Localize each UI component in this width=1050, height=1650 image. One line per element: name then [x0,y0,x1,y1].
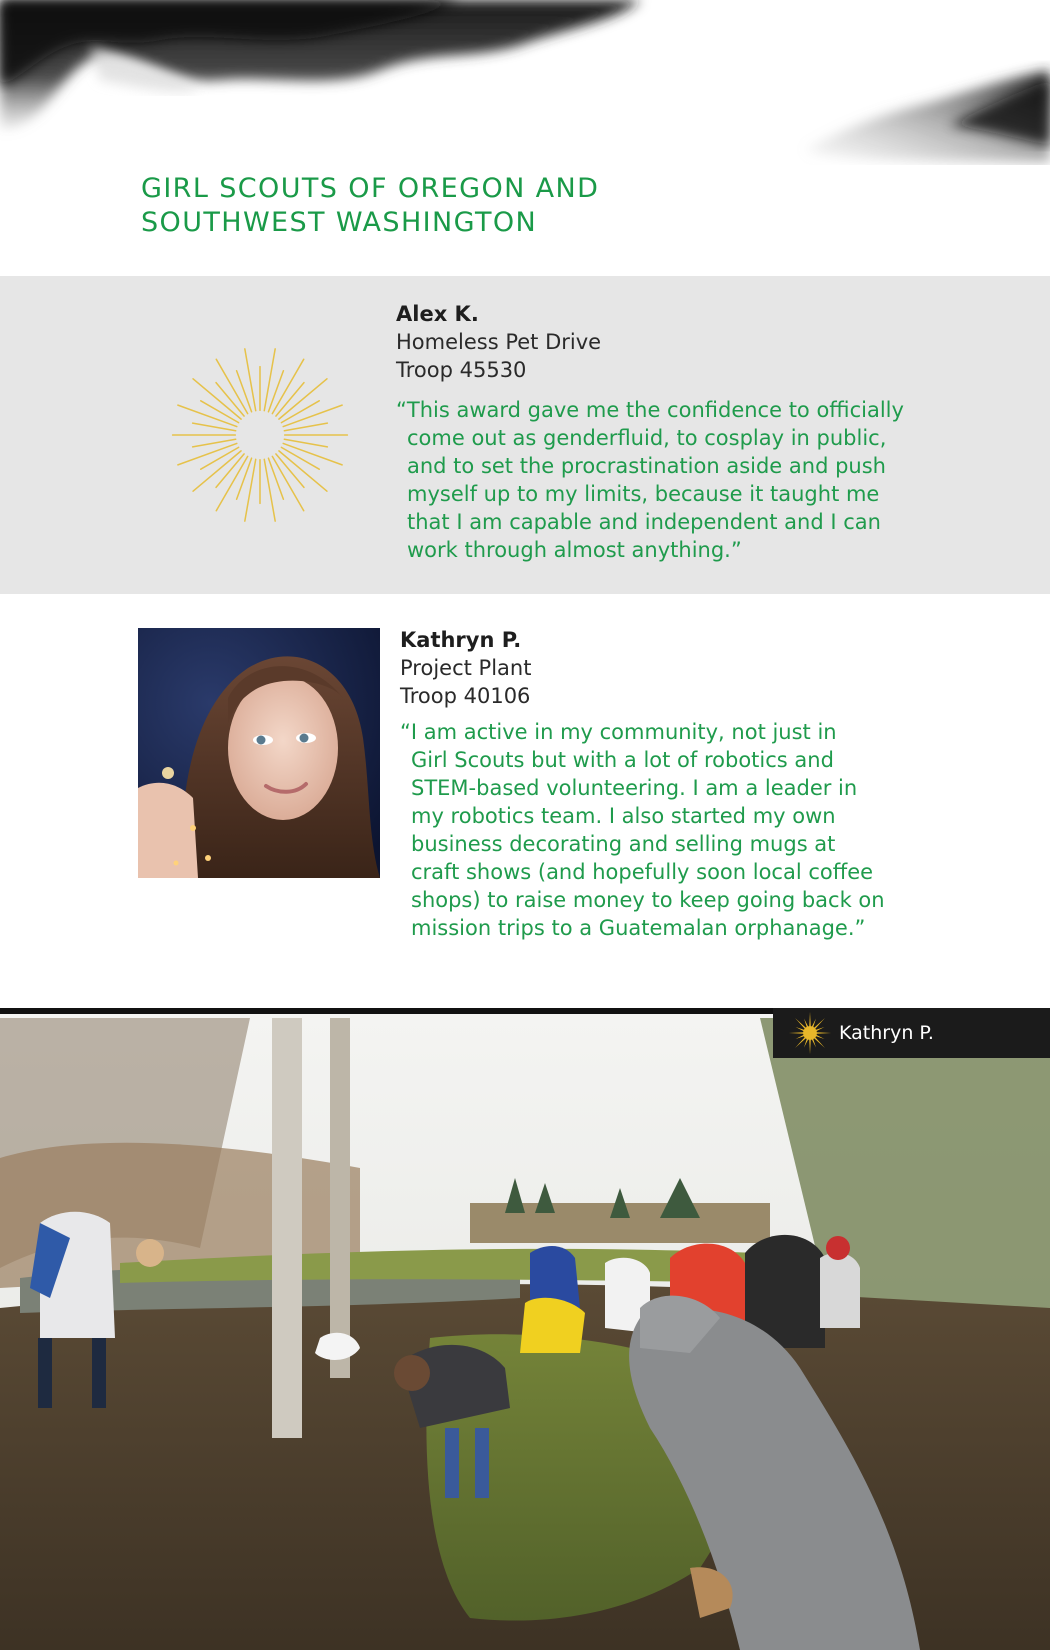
quote-line: Girl Scouts but with a lot of robotics and [411,748,834,772]
sun-icon-ray [816,1032,831,1034]
sun-icon-ray [804,1019,808,1028]
volunteer-planting-photo [0,1008,1050,1650]
photo-caption [773,1008,1050,1058]
council-heading-line: SOUTHWEST WASHINGTON [141,207,538,238]
sun-icon-ray [816,1035,825,1039]
quote-line: work through almost anything.” [407,538,742,562]
kathryn-portrait-photo [138,628,380,878]
quote-line: mission trips to a Guatemalan orphanage.” [411,916,866,940]
quote-line: that I am capable and independent and I can [407,510,881,534]
sun-icon-ray [812,1019,816,1028]
profile-name: Alex K. [396,302,479,326]
sun-icon-ray [795,1018,806,1029]
quote-line: shops) to raise money to keep going back on [411,888,885,912]
sun-icon-ray [796,1027,805,1031]
council-heading-line: GIRL SCOUTS OF OREGON AND [141,173,600,204]
profile-project: Project Plant [400,656,532,680]
sun-icon-ray [795,1037,806,1048]
quote-line: myself up to my limits, because it taught me [407,482,880,506]
profile-kathryn [400,626,960,942]
sun-icon-ray [814,1018,825,1029]
photo-caption-label: Kathryn P. [839,1022,934,1044]
quote-line: come out as genderfluid, to cosplay in public, [407,426,887,450]
profile-project: Homeless Pet Drive [396,330,602,354]
sunburst-ray [264,459,275,521]
quote-line: and to set the procrastination aside and push [407,454,886,478]
profile-name: Kathryn P. [400,628,522,652]
quote-line: craft shows (and hopefully soon local coffee [411,860,874,884]
profile-quote [400,718,960,942]
quote-line: business decorating and selling mugs at [411,832,836,856]
quote-line: “I am active in my community, not just in [400,720,837,744]
quote-line: my robotics team. I also started my own [411,804,836,828]
sun-icon-ray [812,1039,816,1048]
profile-troop: Troop 40106 [400,684,531,708]
sun-icon-ray [814,1037,825,1048]
sunburst-icon [165,340,355,530]
sun-icon-ray [809,1012,811,1027]
sunburst-ray [245,459,256,521]
profile-troop: Troop 45530 [396,358,527,382]
quote-line: STEM-based volunteering. I am a leader in [411,776,858,800]
sun-icon-ray [809,1039,811,1054]
sun-icon-ray [796,1035,805,1039]
sun-icon-ray [816,1027,825,1031]
quote-line: “This award gave me the confidence to officially [396,398,904,422]
gold-award-sun-icon [787,1010,833,1056]
profile-quote [396,396,956,564]
sunburst-ray [245,349,256,411]
sun-icon-ray [789,1032,804,1034]
ink-wash-banner [0,0,1050,165]
profile-alex [396,300,956,564]
council-heading [141,172,701,240]
sunburst-ray [264,349,275,411]
sun-icon-ray [804,1039,808,1048]
